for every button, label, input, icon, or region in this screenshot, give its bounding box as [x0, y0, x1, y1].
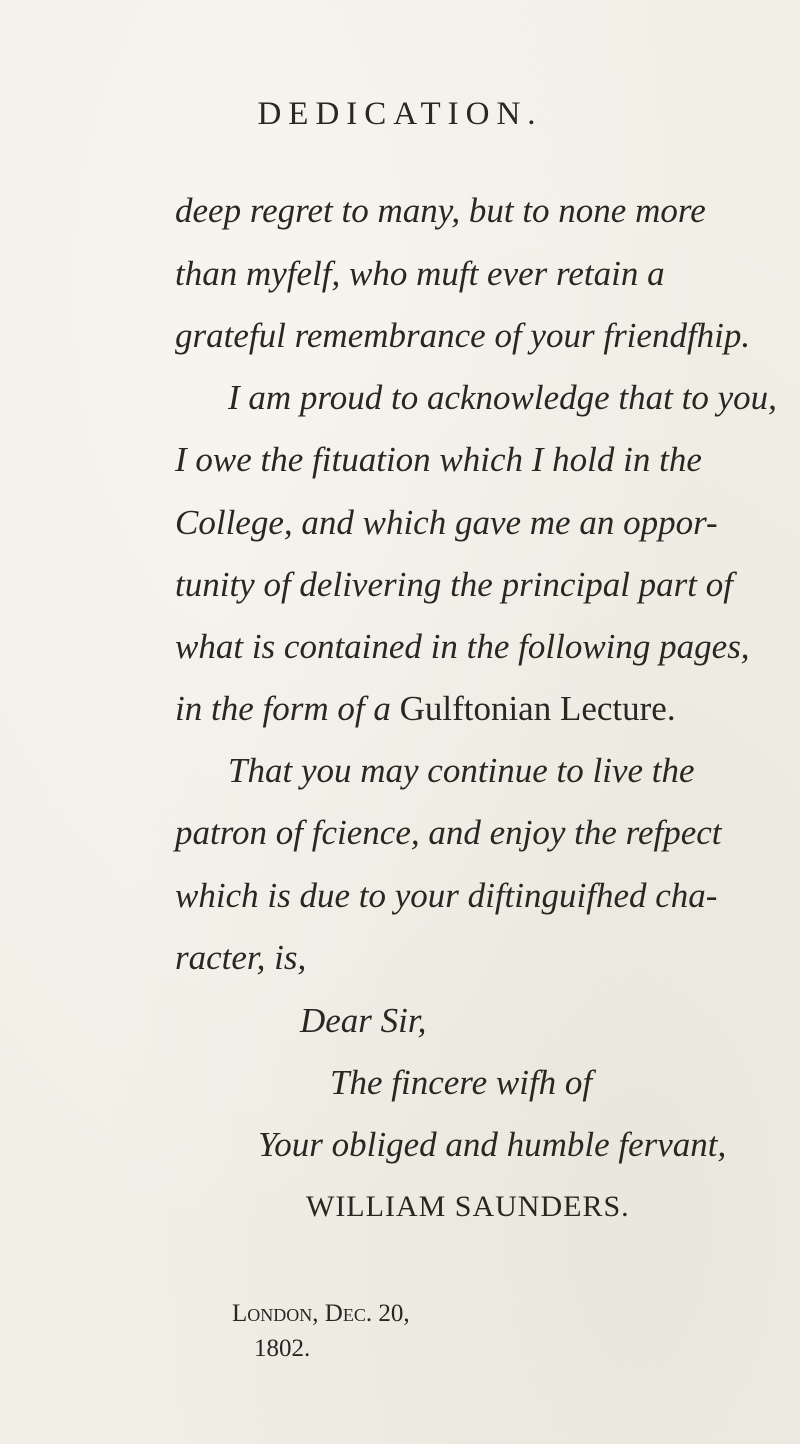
text-line-13: racter, is, — [175, 938, 307, 977]
text-line-6: College, and which gave me an oppor- — [175, 503, 718, 542]
text-line-10: That you may continue to live the — [228, 751, 695, 790]
text-line-1: deep regret to many, but to none more — [175, 191, 706, 230]
year: 1802. — [254, 1335, 311, 1362]
signature: WILLIAM SAUNDERS. — [306, 1190, 630, 1223]
text-line-12: which is due to your diftinguifhed cha- — [175, 876, 718, 915]
place-date: London, Dec. 20, — [232, 1300, 410, 1327]
text-line-2: than myfelf, who muft ever retain a — [175, 254, 665, 293]
salutation: Dear Sir, — [300, 1001, 427, 1040]
text-line-9 — [175, 691, 676, 726]
closing-line-2: Your obliged and humble fervant, — [258, 1125, 727, 1164]
text-line-5: I owe the fituation which I hold in the — [175, 440, 702, 479]
page-heading: DEDICATION. — [257, 96, 543, 132]
text-line-4: I am proud to acknowledge that to you, — [228, 378, 777, 417]
text-line-8: what is contained in the following pages, — [175, 627, 750, 666]
text-line-9-roman: Gulftonian Lecture. — [399, 689, 676, 728]
text-line-9-italic: in the form of a — [175, 689, 391, 728]
text-line-3: grateful remembrance of your friendfhip. — [175, 316, 751, 355]
text-line-7: tunity of delivering the principal part of — [175, 565, 733, 604]
closing-line-1: The fincere wifh of — [330, 1063, 593, 1102]
text-line-11: patron of fcience, and enjoy the refpect — [175, 813, 722, 852]
